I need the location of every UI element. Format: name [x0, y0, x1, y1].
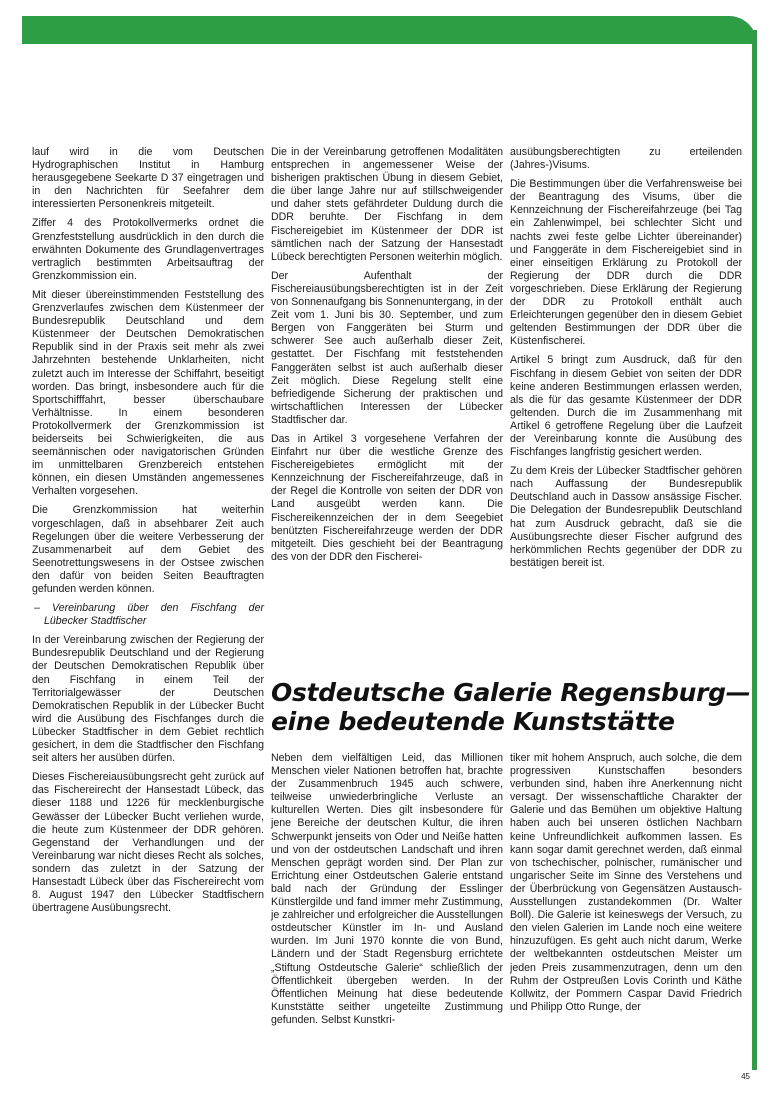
paragraph: Zu dem Kreis der Lübecker Stadtfischer gehören nach Auffassung der Bundesrepublik Deutschland auch in Dassow ansässige Fischer. Die Delegation der Bundesrepublik Deutschland hat zum Ausdruck gebracht, daß sie die Ausübungsrechte dieser Fischer aufgrund des herkömmlichen Rechts gegenüber der DDR zu bestätigen bereit ist. — [510, 465, 742, 569]
paragraph: Der Aufenthalt der Fischereiausübungsberechtigten ist in der Zeit von Sonnenaufgang bis Sonnenuntergang, in der Zeit vom 1. Juni bis 30. September, und zum Bergen von Fanggeräten bei Sturm und schwerer See auch außerhalb dieser Zeit, gestattet. Der Fischfang mit feststehenden Fanggeräten selbst ist auch außerhalb dieser Zeit möglich. Diese Regelung stellt eine befriedigende Sicherung der praktischen und wirtschaftlichen Interessen der Lübecker Stadtfischer dar. — [271, 269, 503, 426]
paragraph: Artikel 5 bringt zum Ausdruck, daß für den Fischfang in diesem Gebiet von seiten der DDR keine anderen Bestimmungen erlassen werden, als die für das gesamte Küstenmeer der DDR geltenden. Durch die im Zusammenhang mit Artikel 6 getroffene Regelung über die Laufzeit der Vereinbarung konnte die Ausübung des Fischfanges langfristig gesichert werden. — [510, 354, 742, 459]
paragraph: tiker mit hohem Anspruch, auch solche, die dem progressiven Kunstschaffen besonders verbunden sind, haben ihre Anerkennung nicht versagt. Der wissenschaftliche Charakter der Galerie und das Bemühen um objektive Haltung haben auch bei unseren östlichen Nachbarn keine Unfreundlichkeit aufkommen lassen. Es kann sogar damit gerechnet werden, daß einmal von tschechischer, polnischer, rumänischer und ungarischer Seite im Sinne des Verstehens und der Überbrückung von Gegensätzen Austausch-Ausstellungen zustandekommen (Dr. Walter Boll). Die Galerie ist keineswegs der Versuch, zu den vielen Galerien im Lande noch eine weitere hinzuzufügen. Es geht auch nicht darum, Werke der weltbekannten ostdeutschen Meister um jeden Preis zusammenzutragen, denn um den Ruhm der Ostpreußen Lovis Corinth und Käthe Kollwitz, der Pommern Caspar David Friedrich und Philipp Otto Runge, der — [510, 752, 742, 1013]
header-accent-band — [22, 16, 757, 44]
paragraph: In der Vereinbarung zwischen der Regierung der Bundesrepublik Deutschland und der Regierung der Deutschen Demokratischen Republik über den Fischfang in einem Teil der Territorialgewässer der Deutschen Demokratischen Republik in der Lübecker Bucht wird die Ausübung des Fischfanges durch die Lübecker Stadtfischer in dem Gebiet rechtlich gesichert, in dem die Stadtfischer den Fischfang seit alters her ausüben dürfen. — [32, 634, 264, 765]
paragraph: Die Bestimmungen über die Verfahrensweise bei der Beantragung des Visums, über die Kennzeichnung der Fischereifahrzeuge (bei Tag ein Zahlenwimpel, bei schlechter Sicht und nachts zwei feste gelbe Lichter übereinander) und Fanggeräte in dem Fischereigebiet sind in einer einseitigen Erklärung zu Protokoll der Regierung der DDR durch die DDR vorgeschrieben. Diese Erklärung der Regierung der DDR zu Protokoll enthält auch Erleichterungen gegenüber den in diesem Gebiet geltenden Bestimmungen der DDR über die Küstenfischerei. — [510, 178, 742, 348]
column-3 — [510, 146, 742, 576]
section-subheading: – Vereinbarung über den Fischfang der Lübecker Stadtfischer — [34, 602, 264, 628]
paragraph: lauf wird in die vom Deutschen Hydrographischen Institut in Hamburg herausgegebene Seekarte D 37 eingetragen und in den Nachrichten für Seefahrer dem interessierten Personenkreis mitgeteilt. — [32, 146, 264, 211]
paragraph: Das in Artikel 3 vorgesehene Verfahren der Einfahrt nur über die westliche Grenze des Fischereigebietes ermöglicht mit der Kennzeichnung der Fischereifahrzeuge, daß in der Regel die Kontrolle von seiten der DDR von Land ausgeübt werden kann. Die Fischereikennzeichen der in dem Seegebiet benützten Fischereifahrzeuge werden der DDR mitgeteilt. Dies geschieht bei der Beantragung des von der DDR den Fischerei- — [271, 432, 503, 563]
paragraph: Neben dem vielfältigen Leid, das Millionen Menschen vieler Nationen betroffen hat, brachte der Zusammenbruch 1945 auch schwere, teilweise unwiederbringliche Verluste an kulturellen Werten. Dies gilt insbesondere für jene Bereiche der deutschen Kultur, die ihren Schwerpunkt jenseits von Oder und Neiße hatten und von der ostdeutschen Landschaft und ihren Menschen geprägt worden sind. Der Plan zur Errichtung einer Ostdeutschen Galerie entstand bald nach der Gründung der Esslinger Künstlergilde und fand immer mehr Zustimmung, je zahlreicher und erfolgreicher die Ausstellungen ostdeutscher Künstler im In- und Ausland wurden. Im Juni 1970 konnte die von Bund, Ländern und der Stadt Regensburg errichtete „Stiftung Ostdeutsche Galerie“ schließlich der Öffentlichkeit übergeben werden. In der Öffentlichen Meinung hat diese bedeutende Kunststätte seither ungeteilte Zustimmung gefunden. Selbst Kunstkri- — [271, 752, 503, 1026]
column-2 — [271, 146, 503, 570]
headline-line-1: Ostdeutsche Galerie Regensburg— — [271, 678, 751, 707]
paragraph: Mit dieser übereinstimmenden Feststellung des Grenzverlaufes zwischen dem Küstenmeer der Bundesrepublik Deutschland und dem Küstenmeer der Deutschen Demokratischen Republik sind in der Praxis seit mehr als zwei Jahrzehnten bestehende Unklarheiten, nicht zuletzt auch im Interesse der Schiffahrt, beseitigt worden. Das bringt, insbesondere auch für die Sportschifffahrt, besser überschaubare Verhältnisse. In einem besonderen Protokollvermerk der Grenzkommission ist beiderseits bei Schwierigkeiten, die aus seemännischen oder navigatorischen Gründen im unmittelbaren Grenzbereich entstehen können, ein diesen Umständen angemessenes Verhalten vorgesehen. — [32, 288, 264, 498]
paragraph: Dieses Fischereiausübungsrecht geht zurück auf das Fischereirecht der Hansestadt Lübeck, das dieser 1188 und 1226 für mecklenburgische Gewässer der Lübecker Bucht verliehen wurde, die heute zum Küstenmeer der DDR gehören. Gegenstand der Verhandlungen und der Vereinbarung war nicht dieses Recht als solches, sondern das zuletzt in der Satzung der Hansestadt Lübeck über das Fischereirecht vom 8. August 1947 den Lübecker Stadtfischern übertragene Ausübungsrecht. — [32, 771, 264, 915]
right-accent-stripe — [752, 30, 757, 1070]
page-number: 45 — [741, 1072, 750, 1081]
article-headline — [271, 678, 751, 736]
paragraph: Die in der Vereinbarung getroffenen Modalitäten entsprechen in angemessener Weise der bisherigen praktischen Übung in diesem Gebiet, die über lange Jahre nur auf stillschweigender und daher stets gefährdeter Duldung durch die DDR beruhte. Der Fischfang in dem Fischereigebiet im Küstenmeer der DDR ist sämtlichen nach der Satzung der Hansestadt Lübeck berechtigten Personen weiterhin möglich. — [271, 146, 503, 263]
headline-line-2: eine bedeutende Kunststätte — [271, 707, 675, 736]
paragraph: Die Grenzkommission hat weiterhin vorgeschlagen, daß in absehbarer Zeit auch Regelungen über die weitere Verbesserung der Zusammenarbeit auf dem Gebiet des Seenotrettungswesens in der Ostsee zwischen den dafür von beiden Seiten Beauftragten gefunden werden können. — [32, 504, 264, 595]
column-5 — [510, 752, 742, 1020]
paragraph: Ziffer 4 des Protokollvermerks ordnet die Grenzfeststellung ausdrücklich in den durch die erwähnten Dokumente des Grundlagenvertrages vertraglich bestimmten Arbeitsauftrag der Grenzkommission ein. — [32, 217, 264, 282]
column-1 — [32, 146, 264, 921]
column-4 — [271, 752, 503, 1033]
paragraph: ausübungsberechtigten zu erteilenden (Jahres-)Visums. — [510, 146, 742, 172]
